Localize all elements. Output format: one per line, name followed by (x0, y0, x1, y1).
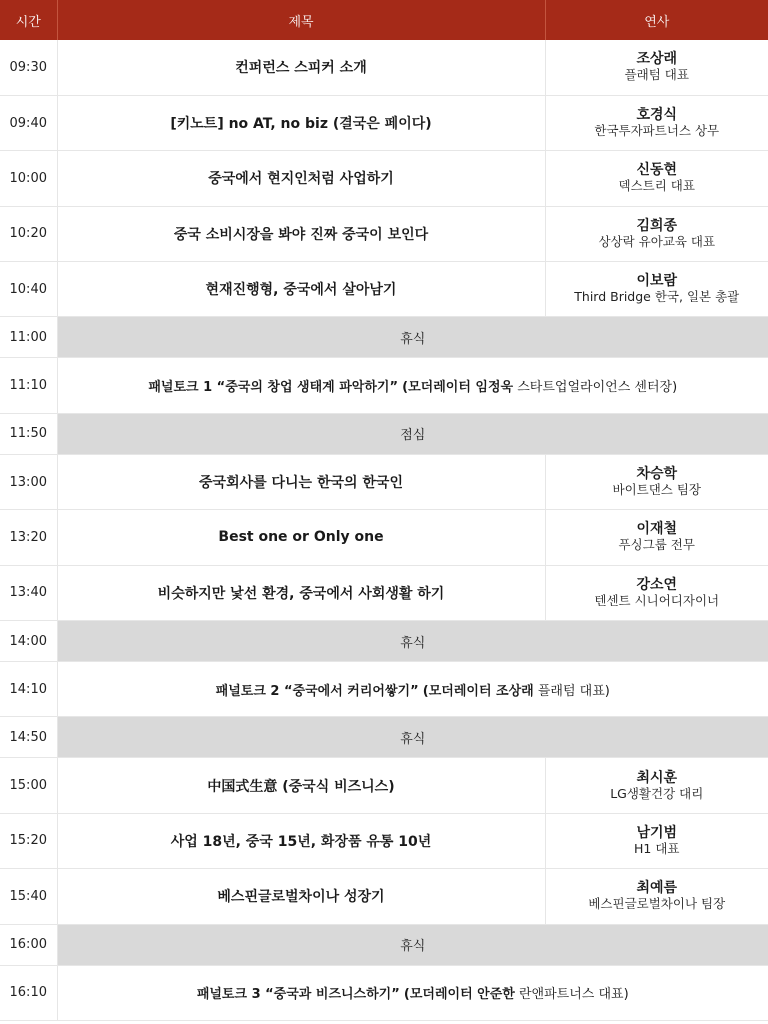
session-row (0, 813, 768, 868)
header-title: 제목 (57, 0, 545, 40)
speaker-role: LG생활건강 대리 (610, 785, 704, 801)
break-label: 점심 (57, 413, 768, 454)
schedule-header (0, 0, 768, 40)
speaker-role: 텐센트 시니어디자이너 (594, 592, 720, 608)
session-row (0, 869, 768, 924)
header-speaker: 연사 (545, 0, 768, 40)
panel-cell (57, 662, 768, 717)
speaker-name: 이보람 (636, 273, 678, 290)
panel-moderator-affiliation: 플래텀 대표) (533, 683, 610, 699)
session-title: 컨퍼런스 스피커 소개 (57, 40, 545, 95)
session-row (0, 95, 768, 150)
panel-title: 패널토크 2 “중국에서 커리어쌓기” (215, 683, 419, 699)
speaker-cell (545, 206, 768, 261)
time-cell: 15:00 (0, 758, 57, 813)
time-cell: 09:40 (0, 95, 57, 150)
speaker-cell (545, 758, 768, 813)
break-label: 휴식 (57, 317, 768, 358)
session-title: 중국 소비시장을 봐야 진짜 중국이 보인다 (57, 206, 545, 261)
time-cell: 14:10 (0, 662, 57, 717)
panel-row (0, 662, 768, 717)
panel-cell (57, 358, 768, 413)
speaker-name: 최예름 (636, 880, 678, 897)
speaker-role: 상상락 유아교육 대표 (598, 233, 716, 249)
time-cell: 09:30 (0, 40, 57, 95)
session-row (0, 758, 768, 813)
panel-title: 패널토크 1 “중국의 창업 생태계 파악하기” (148, 380, 399, 396)
schedule-body (0, 40, 768, 1020)
speaker-role: 덱스트리 대표 (618, 178, 695, 194)
session-row (0, 151, 768, 206)
break-row (0, 924, 768, 965)
time-cell: 14:50 (0, 717, 57, 758)
time-cell: 10:40 (0, 262, 57, 317)
panel-moderator: (모더레이터 임정욱 (402, 380, 514, 396)
session-title: 中国式生意 (중국식 비즈니스) (57, 758, 545, 813)
time-cell: 15:20 (0, 813, 57, 868)
time-cell: 13:20 (0, 510, 57, 565)
speaker-cell (545, 869, 768, 924)
time-cell: 15:40 (0, 869, 57, 924)
speaker-name: 최시훈 (636, 769, 678, 786)
time-cell: 14:00 (0, 621, 57, 662)
session-title: 현재진행형, 중국에서 살아남기 (57, 262, 545, 317)
break-label: 휴식 (57, 717, 768, 758)
session-title: [키노트] no AT, no biz (결국은 페이다) (57, 95, 545, 150)
time-cell: 16:10 (0, 965, 57, 1020)
break-label: 휴식 (57, 924, 768, 965)
speaker-cell (545, 262, 768, 317)
speaker-name: 남기범 (636, 824, 678, 841)
speaker-role: 한국투자파트너스 상무 (594, 123, 720, 139)
speaker-name: 조상래 (636, 51, 678, 68)
session-row (0, 565, 768, 620)
speaker-cell (545, 813, 768, 868)
speaker-role: 베스핀글로벌차이나 팀장 (588, 896, 726, 912)
time-cell: 11:00 (0, 317, 57, 358)
time-cell: 11:10 (0, 358, 57, 413)
session-row (0, 510, 768, 565)
break-row (0, 717, 768, 758)
speaker-cell (545, 40, 768, 95)
time-cell: 13:40 (0, 565, 57, 620)
time-cell: 10:20 (0, 206, 57, 261)
speaker-name: 김희종 (636, 217, 678, 234)
speaker-name: 차승학 (636, 466, 678, 483)
panel-cell (57, 965, 768, 1020)
session-title: 중국에서 현지인처럼 사업하기 (57, 151, 545, 206)
header-time: 시간 (0, 0, 57, 40)
panel-moderator-affiliation: 스타트업얼라이언스 센터장) (513, 380, 678, 396)
time-cell: 13:00 (0, 454, 57, 509)
session-title: 비슷하지만 낯선 환경, 중국에서 사회생활 하기 (57, 565, 545, 620)
time-cell: 11:50 (0, 413, 57, 454)
panel-moderator: (모더레이터 조상래 (422, 683, 534, 699)
session-title: 사업 18년, 중국 15년, 화장품 유통 10년 (57, 813, 545, 868)
panel-title: 패널토크 3 “중국과 비즈니스하기” (196, 987, 400, 1003)
speaker-cell (545, 151, 768, 206)
session-title: 베스핀글로벌차이나 성장기 (57, 869, 545, 924)
panel-moderator-affiliation: 란앤파트너스 대표) (514, 987, 629, 1003)
speaker-name: 신동현 (636, 162, 678, 179)
time-cell: 16:00 (0, 924, 57, 965)
session-row (0, 454, 768, 509)
panel-row (0, 358, 768, 413)
time-cell: 10:00 (0, 151, 57, 206)
speaker-cell (545, 565, 768, 620)
speaker-name: 호경식 (636, 107, 678, 124)
panel-row (0, 965, 768, 1020)
break-row (0, 317, 768, 358)
break-row (0, 621, 768, 662)
speaker-role: Third Bridge 한국, 일본 총괄 (574, 289, 740, 305)
session-row (0, 262, 768, 317)
speaker-cell (545, 95, 768, 150)
speaker-role: 푸싱그룹 전무 (618, 537, 695, 553)
break-label: 휴식 (57, 621, 768, 662)
session-title: Best one or Only one (57, 510, 545, 565)
speaker-cell (545, 454, 768, 509)
panel-moderator: (모더레이터 안준한 (403, 987, 515, 1003)
break-row (0, 413, 768, 454)
speaker-name: 이재철 (636, 521, 678, 538)
speaker-role: 플래텀 대표 (624, 67, 689, 83)
speaker-role: 바이트댄스 팀장 (612, 482, 701, 498)
session-row (0, 206, 768, 261)
speaker-cell (545, 510, 768, 565)
session-row (0, 40, 768, 95)
speaker-name: 강소연 (636, 576, 678, 593)
session-title: 중국회사를 다니는 한국의 한국인 (57, 454, 545, 509)
speaker-role: H1 대표 (634, 840, 680, 856)
